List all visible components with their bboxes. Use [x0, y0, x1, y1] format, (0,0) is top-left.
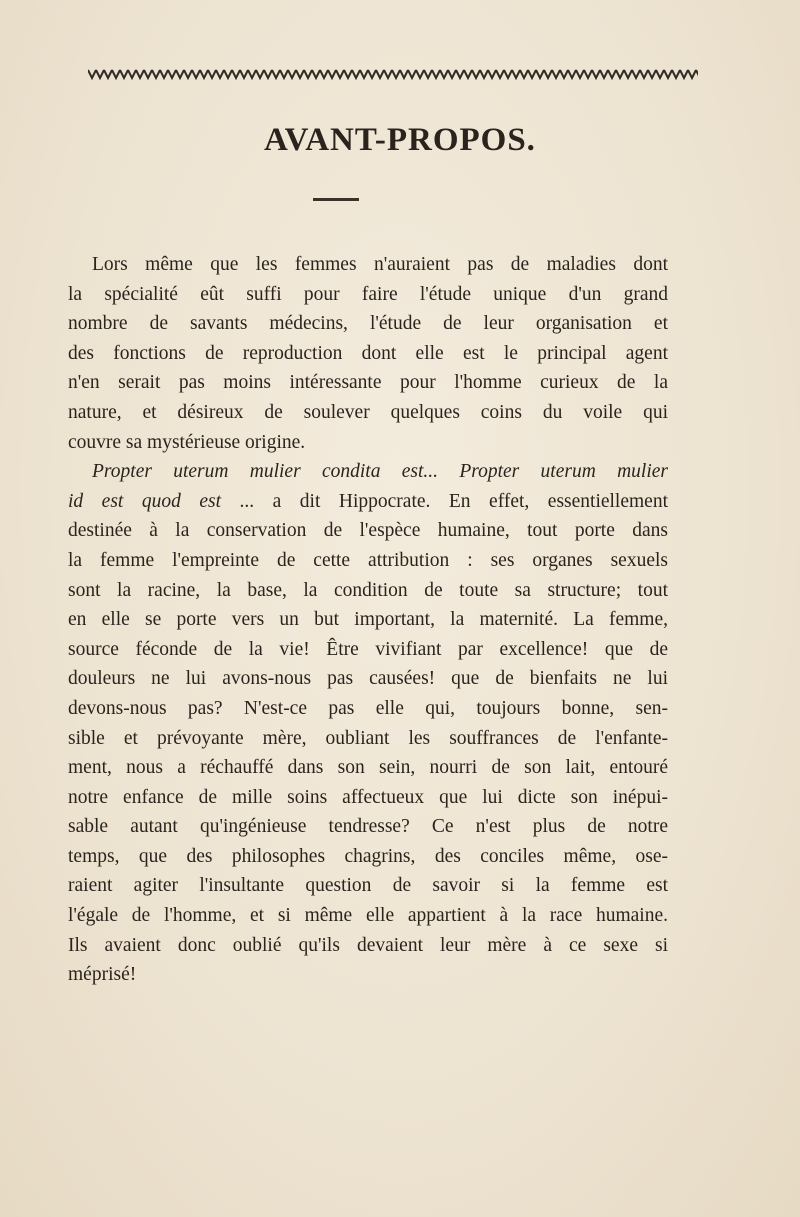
text-line: méprisé!	[68, 964, 137, 986]
text-line: des fonctions de reproduction dont elle est le principal agent	[68, 342, 668, 364]
text-line-rest: ... a dit Hippocrate. En effet, essentiellement	[239, 490, 668, 512]
text-line: devons-nous pas? N'est-ce pas elle qui, toujours bonne, sen-	[68, 697, 668, 719]
text-line: source féconde de la vie! Être vivifiant par excellence! que de	[68, 638, 668, 660]
latin-quote-end: id est quod est	[68, 490, 221, 512]
text-line-italic	[68, 457, 668, 487]
text-line: destinée à la conservation de l'espèce humaine, tout porte dans	[68, 520, 668, 542]
text-line: raient agiter l'insultante question de savoir si la femme est	[68, 875, 668, 897]
text-line: sont la racine, la base, la condition de toute sa structure; tout	[68, 579, 668, 601]
text-line: la femme l'empreinte de cette attribution : ses organes sexuels	[68, 549, 668, 571]
text-line	[68, 487, 668, 517]
text-line: nature, et désireux de soulever quelques coins du voile qui	[68, 401, 668, 423]
page-title: AVANT-PROPOS.	[264, 122, 536, 158]
text-line: douleurs ne lui avons-nous pas causées! que de bienfaits ne lui	[68, 668, 668, 690]
text-line: ment, nous a réchauffé dans son sein, nourri de son lait, entouré	[68, 757, 668, 779]
text-line: n'en serait pas moins intéressante pour l'homme curieux de la	[68, 372, 668, 394]
text-line: notre enfance de mille soins affectueux que lui dicte son inépui-	[68, 786, 668, 808]
text-line: Lors même que les femmes n'auraient pas de maladies dont	[92, 254, 668, 275]
text-line: l'égale de l'homme, et si même elle appartient à la race humaine.	[68, 905, 668, 927]
text-line: en elle se porte vers un but important, la maternité. La femme,	[68, 609, 668, 631]
text-line: la spécialité eût suffi pour faire l'étude unique d'un grand	[68, 283, 668, 305]
text-line: Ils avaient donc oublié qu'ils devaient leur mère à ce sexe si	[68, 934, 668, 956]
text-line: couvre sa mystérieuse origine.	[68, 431, 306, 453]
body-text	[68, 250, 668, 990]
text-line: sible et prévoyante mère, oubliant les souffrances de l'enfante-	[68, 727, 668, 749]
text-line: temps, que des philosophes chagrins, des conciles même, ose-	[68, 845, 668, 867]
decorative-border-ornament	[88, 68, 698, 80]
text-line: nombre de savants médecins, l'étude de leur organisation et	[68, 313, 668, 335]
latin-quote: Propter uterum mulier condita est... Propter uterum mulier	[92, 461, 668, 483]
title-divider	[313, 198, 359, 201]
text-line: sable autant qu'ingénieuse tendresse? Ce n'est plus de notre	[68, 816, 668, 838]
